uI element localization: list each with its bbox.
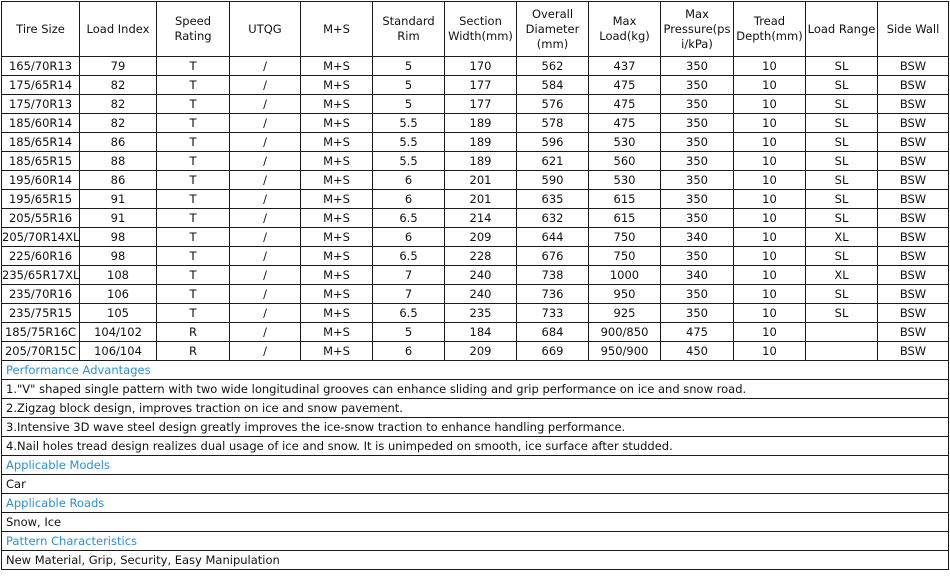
cell-section-width: 240 <box>445 285 517 304</box>
cell-side-wall: BSW <box>878 76 949 95</box>
header-side-wall: Side Wall <box>878 2 949 57</box>
cell-tread-depth: 10 <box>734 57 806 76</box>
cell-overall-diameter: 596 <box>517 133 589 152</box>
cell-side-wall: BSW <box>878 228 949 247</box>
cell-utqg: / <box>230 285 301 304</box>
table-row <box>2 304 949 323</box>
cell-load-range: SL <box>806 285 878 304</box>
cell-max-load: 437 <box>589 57 661 76</box>
header-overall-diameter: Overall Diameter (mm) <box>517 2 589 57</box>
info-row <box>2 418 949 437</box>
cell-m-s: M+S <box>301 76 373 95</box>
cell-standard-rim: 7 <box>373 266 445 285</box>
cell-speed-rating: T <box>157 76 230 95</box>
cell-overall-diameter: 632 <box>517 209 589 228</box>
table-row <box>2 323 949 342</box>
cell-load-index: 82 <box>80 95 157 114</box>
cell-max-load: 750 <box>589 228 661 247</box>
info-row <box>2 532 949 551</box>
pattern-characteristics-value: New Material, Grip, Security, Easy Manipulation <box>2 551 949 570</box>
performance-advantage-3: 3.Intensive 3D wave steel design greatly improves the ice-snow traction to enhance handling performance. <box>2 418 949 437</box>
header-tread-depth: Tread Depth(mm) <box>734 2 806 57</box>
cell-section-width: 240 <box>445 266 517 285</box>
cell-section-width: 209 <box>445 228 517 247</box>
cell-section-width: 201 <box>445 190 517 209</box>
cell-m-s: M+S <box>301 57 373 76</box>
cell-m-s: M+S <box>301 266 373 285</box>
cell-load-index: 79 <box>80 57 157 76</box>
cell-tread-depth: 10 <box>734 323 806 342</box>
cell-tire-size: 175/70R13 <box>2 95 80 114</box>
cell-side-wall: BSW <box>878 133 949 152</box>
cell-max-pressure: 340 <box>661 266 734 285</box>
cell-section-width: 235 <box>445 304 517 323</box>
header-utqg: UTQG <box>230 2 301 57</box>
cell-utqg: / <box>230 209 301 228</box>
applicable-models-value: Car <box>2 475 949 494</box>
cell-standard-rim: 6 <box>373 190 445 209</box>
header-m-s: M+S <box>301 2 373 57</box>
cell-load-index: 82 <box>80 76 157 95</box>
cell-m-s: M+S <box>301 133 373 152</box>
cell-m-s: M+S <box>301 209 373 228</box>
cell-overall-diameter: 576 <box>517 95 589 114</box>
cell-speed-rating: R <box>157 342 230 361</box>
cell-standard-rim: 6 <box>373 228 445 247</box>
cell-speed-rating: T <box>157 152 230 171</box>
cell-tire-size: 235/65R17XL <box>2 266 80 285</box>
cell-overall-diameter: 676 <box>517 247 589 266</box>
cell-speed-rating: T <box>157 171 230 190</box>
cell-utqg: / <box>230 342 301 361</box>
cell-load-index: 105 <box>80 304 157 323</box>
cell-tire-size: 225/60R16 <box>2 247 80 266</box>
cell-utqg: / <box>230 304 301 323</box>
cell-load-index: 98 <box>80 247 157 266</box>
description-rows <box>2 361 949 570</box>
cell-tire-size: 175/65R14 <box>2 76 80 95</box>
cell-utqg: / <box>230 114 301 133</box>
info-row <box>2 551 949 570</box>
cell-load-range: SL <box>806 247 878 266</box>
cell-max-pressure: 340 <box>661 228 734 247</box>
cell-load-range: SL <box>806 152 878 171</box>
cell-max-load: 1000 <box>589 266 661 285</box>
cell-speed-rating: T <box>157 228 230 247</box>
cell-load-range: SL <box>806 209 878 228</box>
cell-utqg: / <box>230 323 301 342</box>
cell-overall-diameter: 578 <box>517 114 589 133</box>
cell-max-pressure: 350 <box>661 190 734 209</box>
cell-tread-depth: 10 <box>734 190 806 209</box>
cell-max-pressure: 450 <box>661 342 734 361</box>
cell-load-range: SL <box>806 76 878 95</box>
cell-section-width: 177 <box>445 95 517 114</box>
cell-max-load: 475 <box>589 114 661 133</box>
cell-tread-depth: 10 <box>734 95 806 114</box>
cell-tire-size: 195/65R15 <box>2 190 80 209</box>
header-section-width: Section Width(mm) <box>445 2 517 57</box>
cell-speed-rating: T <box>157 266 230 285</box>
cell-load-index: 104/102 <box>80 323 157 342</box>
cell-tire-size: 185/75R16C <box>2 323 80 342</box>
cell-tread-depth: 10 <box>734 76 806 95</box>
cell-speed-rating: T <box>157 304 230 323</box>
cell-load-index: 98 <box>80 228 157 247</box>
cell-tire-size: 195/60R14 <box>2 171 80 190</box>
cell-load-index: 82 <box>80 114 157 133</box>
cell-max-pressure: 475 <box>661 323 734 342</box>
cell-utqg: / <box>230 266 301 285</box>
header-row <box>2 2 949 57</box>
cell-speed-rating: T <box>157 133 230 152</box>
cell-side-wall: BSW <box>878 152 949 171</box>
cell-load-range: XL <box>806 266 878 285</box>
cell-load-range <box>806 323 878 342</box>
cell-speed-rating: T <box>157 285 230 304</box>
cell-standard-rim: 6.5 <box>373 304 445 323</box>
cell-section-width: 170 <box>445 57 517 76</box>
cell-speed-rating: T <box>157 209 230 228</box>
cell-utqg: / <box>230 76 301 95</box>
pattern-characteristics-heading: Pattern Characteristics <box>2 532 949 551</box>
cell-standard-rim: 5.5 <box>373 152 445 171</box>
cell-side-wall: BSW <box>878 209 949 228</box>
cell-speed-rating: T <box>157 57 230 76</box>
applicable-roads-heading: Applicable Roads <box>2 494 949 513</box>
cell-max-load: 950 <box>589 285 661 304</box>
cell-side-wall: BSW <box>878 57 949 76</box>
cell-load-index: 88 <box>80 152 157 171</box>
cell-tread-depth: 10 <box>734 171 806 190</box>
cell-speed-rating: T <box>157 247 230 266</box>
cell-load-range: SL <box>806 57 878 76</box>
cell-standard-rim: 5.5 <box>373 114 445 133</box>
cell-max-pressure: 350 <box>661 209 734 228</box>
cell-max-load: 615 <box>589 190 661 209</box>
cell-tread-depth: 10 <box>734 342 806 361</box>
info-row <box>2 399 949 418</box>
info-row <box>2 361 949 380</box>
cell-overall-diameter: 562 <box>517 57 589 76</box>
cell-overall-diameter: 736 <box>517 285 589 304</box>
cell-load-range: SL <box>806 190 878 209</box>
cell-side-wall: BSW <box>878 285 949 304</box>
cell-max-pressure: 350 <box>661 114 734 133</box>
cell-max-pressure: 350 <box>661 95 734 114</box>
cell-max-load: 750 <box>589 247 661 266</box>
cell-tire-size: 185/65R15 <box>2 152 80 171</box>
cell-m-s: M+S <box>301 247 373 266</box>
info-row <box>2 475 949 494</box>
cell-utqg: / <box>230 247 301 266</box>
cell-max-pressure: 350 <box>661 76 734 95</box>
header-speed-rating: Speed Rating <box>157 2 230 57</box>
cell-tread-depth: 10 <box>734 133 806 152</box>
header-load-index: Load Index <box>80 2 157 57</box>
table-row <box>2 342 949 361</box>
cell-load-index: 108 <box>80 266 157 285</box>
cell-tread-depth: 10 <box>734 152 806 171</box>
cell-overall-diameter: 621 <box>517 152 589 171</box>
cell-tread-depth: 10 <box>734 228 806 247</box>
header-max-load: Max Load(kg) <box>589 2 661 57</box>
cell-max-load: 560 <box>589 152 661 171</box>
cell-standard-rim: 5.5 <box>373 133 445 152</box>
cell-load-index: 106 <box>80 285 157 304</box>
cell-speed-rating: R <box>157 323 230 342</box>
cell-side-wall: BSW <box>878 95 949 114</box>
cell-standard-rim: 6 <box>373 171 445 190</box>
cell-load-range: SL <box>806 95 878 114</box>
table-row <box>2 133 949 152</box>
cell-standard-rim: 6.5 <box>373 209 445 228</box>
cell-m-s: M+S <box>301 171 373 190</box>
cell-m-s: M+S <box>301 190 373 209</box>
cell-max-pressure: 350 <box>661 133 734 152</box>
cell-max-load: 475 <box>589 76 661 95</box>
cell-section-width: 189 <box>445 152 517 171</box>
cell-max-load: 475 <box>589 95 661 114</box>
cell-side-wall: BSW <box>878 114 949 133</box>
performance-advantage-1: 1."V" shaped single pattern with two wide longitudinal grooves can enhance sliding and grip performance on ice and snow road. <box>2 380 949 399</box>
cell-section-width: 189 <box>445 114 517 133</box>
cell-section-width: 184 <box>445 323 517 342</box>
cell-tread-depth: 10 <box>734 114 806 133</box>
cell-standard-rim: 7 <box>373 285 445 304</box>
cell-section-width: 177 <box>445 76 517 95</box>
cell-speed-rating: T <box>157 190 230 209</box>
cell-overall-diameter: 644 <box>517 228 589 247</box>
cell-overall-diameter: 738 <box>517 266 589 285</box>
performance-advantage-2: 2.Zigzag block design, improves traction on ice and snow pavement. <box>2 399 949 418</box>
cell-max-pressure: 350 <box>661 152 734 171</box>
header-tire-size: Tire Size <box>2 2 80 57</box>
cell-standard-rim: 6 <box>373 342 445 361</box>
tire-spec-table <box>1 1 949 570</box>
header-load-range: Load Range <box>806 2 878 57</box>
table-row <box>2 190 949 209</box>
cell-overall-diameter: 669 <box>517 342 589 361</box>
cell-tire-size: 205/55R16 <box>2 209 80 228</box>
cell-m-s: M+S <box>301 95 373 114</box>
cell-overall-diameter: 584 <box>517 76 589 95</box>
header-max-pressure: Max Pressure(ps i/kPa) <box>661 2 734 57</box>
cell-load-index: 86 <box>80 133 157 152</box>
info-row <box>2 513 949 532</box>
table-row <box>2 171 949 190</box>
cell-load-index: 86 <box>80 171 157 190</box>
cell-max-pressure: 350 <box>661 285 734 304</box>
cell-tire-size: 185/60R14 <box>2 114 80 133</box>
cell-utqg: / <box>230 190 301 209</box>
cell-standard-rim: 5 <box>373 95 445 114</box>
cell-load-index: 91 <box>80 190 157 209</box>
cell-load-index: 106/104 <box>80 342 157 361</box>
cell-load-range: SL <box>806 114 878 133</box>
cell-load-range: SL <box>806 171 878 190</box>
cell-utqg: / <box>230 152 301 171</box>
cell-max-pressure: 350 <box>661 304 734 323</box>
cell-tire-size: 235/75R15 <box>2 304 80 323</box>
cell-max-load: 950/900 <box>589 342 661 361</box>
cell-tire-size: 165/70R13 <box>2 57 80 76</box>
cell-max-pressure: 350 <box>661 171 734 190</box>
cell-utqg: / <box>230 95 301 114</box>
info-row <box>2 437 949 456</box>
table-row <box>2 57 949 76</box>
table-row <box>2 114 949 133</box>
info-row <box>2 380 949 399</box>
cell-utqg: / <box>230 57 301 76</box>
cell-m-s: M+S <box>301 323 373 342</box>
table-row <box>2 266 949 285</box>
cell-m-s: M+S <box>301 304 373 323</box>
table-row <box>2 152 949 171</box>
cell-overall-diameter: 733 <box>517 304 589 323</box>
cell-side-wall: BSW <box>878 171 949 190</box>
cell-m-s: M+S <box>301 114 373 133</box>
cell-utqg: / <box>230 228 301 247</box>
table-row <box>2 247 949 266</box>
cell-standard-rim: 5 <box>373 57 445 76</box>
cell-side-wall: BSW <box>878 304 949 323</box>
cell-max-load: 900/850 <box>589 323 661 342</box>
cell-load-range: XL <box>806 228 878 247</box>
cell-section-width: 201 <box>445 171 517 190</box>
header-standard-rim: Standard Rim <box>373 2 445 57</box>
cell-max-load: 530 <box>589 133 661 152</box>
cell-m-s: M+S <box>301 152 373 171</box>
info-row <box>2 456 949 475</box>
cell-section-width: 228 <box>445 247 517 266</box>
cell-load-range <box>806 342 878 361</box>
cell-tread-depth: 10 <box>734 209 806 228</box>
cell-max-pressure: 350 <box>661 57 734 76</box>
cell-load-range: SL <box>806 133 878 152</box>
cell-m-s: M+S <box>301 342 373 361</box>
cell-standard-rim: 5 <box>373 76 445 95</box>
cell-m-s: M+S <box>301 228 373 247</box>
cell-utqg: / <box>230 133 301 152</box>
cell-tread-depth: 10 <box>734 285 806 304</box>
cell-tread-depth: 10 <box>734 304 806 323</box>
table-row <box>2 285 949 304</box>
cell-side-wall: BSW <box>878 247 949 266</box>
table-row <box>2 209 949 228</box>
table-row <box>2 95 949 114</box>
cell-standard-rim: 5 <box>373 323 445 342</box>
cell-section-width: 189 <box>445 133 517 152</box>
info-row <box>2 494 949 513</box>
cell-side-wall: BSW <box>878 190 949 209</box>
table-row <box>2 76 949 95</box>
cell-side-wall: BSW <box>878 266 949 285</box>
cell-side-wall: BSW <box>878 342 949 361</box>
cell-section-width: 209 <box>445 342 517 361</box>
cell-standard-rim: 6.5 <box>373 247 445 266</box>
cell-tire-size: 185/65R14 <box>2 133 80 152</box>
cell-load-index: 91 <box>80 209 157 228</box>
performance-advantages-heading: Performance Advantages <box>2 361 949 380</box>
cell-tread-depth: 10 <box>734 247 806 266</box>
table-row <box>2 228 949 247</box>
spec-rows <box>2 57 949 361</box>
cell-overall-diameter: 635 <box>517 190 589 209</box>
cell-overall-diameter: 684 <box>517 323 589 342</box>
cell-tire-size: 205/70R15C <box>2 342 80 361</box>
cell-section-width: 214 <box>445 209 517 228</box>
cell-max-load: 530 <box>589 171 661 190</box>
table-header <box>2 2 949 57</box>
performance-advantage-4: 4.Nail holes tread design realizes dual usage of ice and snow. It is unimpeded on smooth, ice surface after studded. <box>2 437 949 456</box>
cell-tire-size: 205/70R14XL <box>2 228 80 247</box>
cell-tread-depth: 10 <box>734 266 806 285</box>
cell-max-pressure: 350 <box>661 247 734 266</box>
cell-max-load: 925 <box>589 304 661 323</box>
applicable-roads-value: Snow, Ice <box>2 513 949 532</box>
cell-speed-rating: T <box>157 114 230 133</box>
cell-m-s: M+S <box>301 285 373 304</box>
cell-utqg: / <box>230 171 301 190</box>
cell-side-wall: BSW <box>878 323 949 342</box>
cell-speed-rating: T <box>157 95 230 114</box>
cell-max-load: 615 <box>589 209 661 228</box>
applicable-models-heading: Applicable Models <box>2 456 949 475</box>
cell-tire-size: 235/70R16 <box>2 285 80 304</box>
cell-overall-diameter: 590 <box>517 171 589 190</box>
cell-load-range: SL <box>806 304 878 323</box>
